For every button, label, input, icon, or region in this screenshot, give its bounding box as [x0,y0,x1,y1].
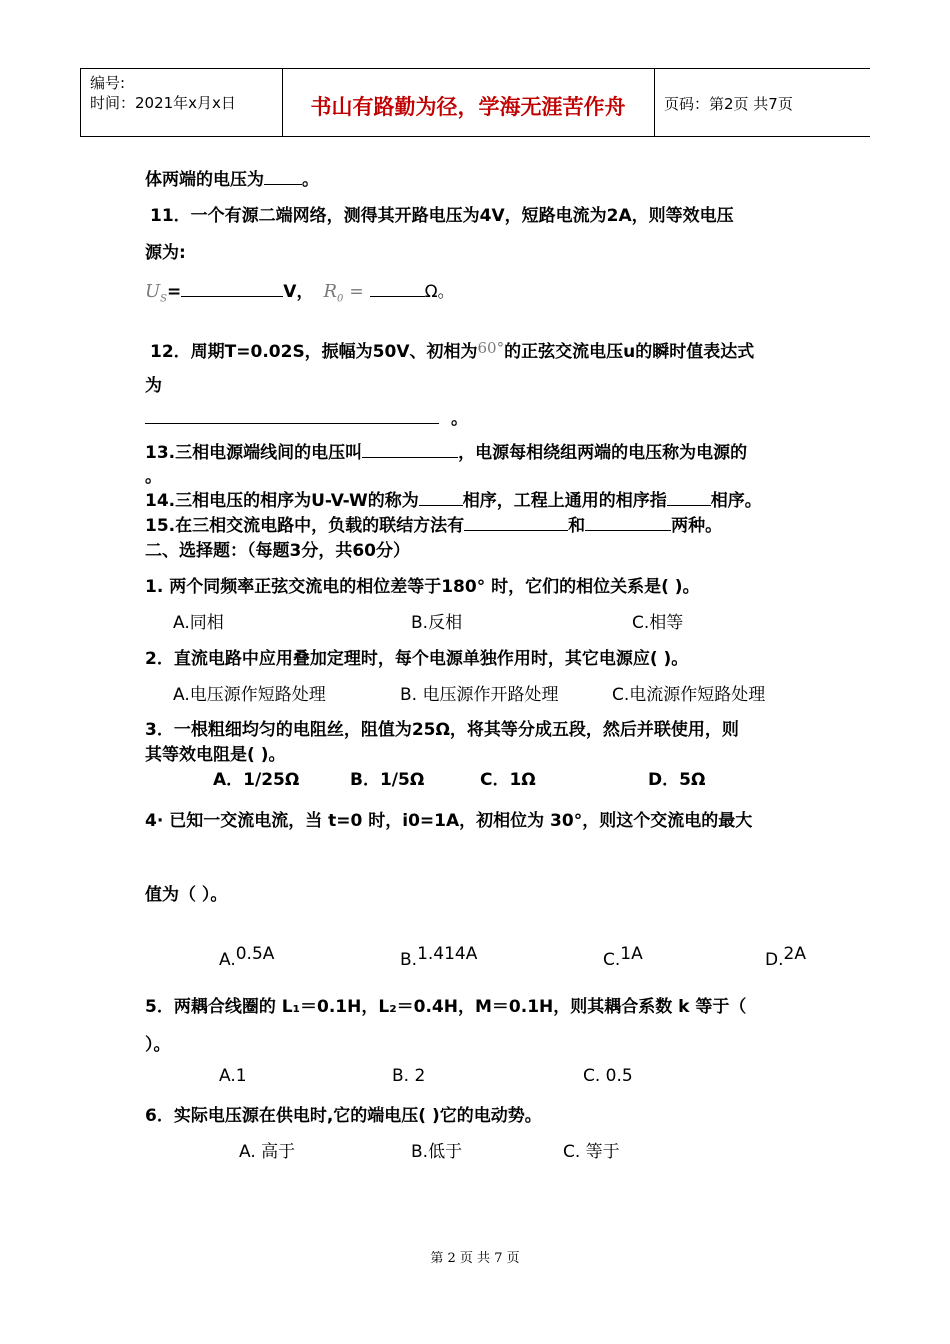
phase-value: 60° [477,339,505,357]
header-motto: 书山有路勤为径，学海无涯苦作舟 [310,95,626,119]
symbol-r0: R [323,281,338,302]
symbol-us: U [145,281,161,302]
option-letter: C. [603,950,621,970]
option-c: C.电流源作短路处理 [612,685,766,705]
question-11-cont: 源为: [145,243,186,263]
section-heading: 二、选择题：（每题3分，共60分） [145,541,410,561]
option-b: B.反相 [411,613,463,633]
text: 和 [568,516,586,536]
option-letter: B. [400,950,418,970]
header-divider [654,69,655,136]
header-divider [80,69,81,136]
question-12-cont: 为 [145,376,162,396]
option-c [603,944,643,970]
question-14 [145,486,762,511]
text: 15.在三相交流电路中，负载的联结方法有 [145,516,465,536]
option-b: B.低于 [411,1142,463,1162]
choice-question-5: 5．两耦合线圈的 L₁＝0.1H，L₂＝0.4H，M＝0.1H，则其耦合系数 k 等于（ [145,997,747,1017]
option-a [219,944,274,970]
question-11: 11．一个有源二端网络，测得其开路电压为4V，短路电流为2A，则等效电压 [150,206,734,226]
option-a: A.1 [219,1066,247,1086]
header-page-code: 页码：第2页 共7页 [664,95,793,113]
answer-blank [145,409,439,424]
text: 体两端的电压为 [145,170,264,190]
question-12 [150,337,754,362]
choice-question-3: 3．一根粗细均匀的电阻丝，阻值为25Ω，将其等分成五段，然后并联使用，则 [145,720,739,740]
option-b: B. 电压源作开路处理 [400,685,559,705]
doc-date: 时间：2021年x月x日 [90,94,236,112]
text: 。 [302,170,319,190]
option-letter: D. [765,950,784,970]
text: V， [283,282,314,302]
option-d: D．5Ω [648,770,706,790]
symbol-subscript: S [160,293,168,305]
option-value: 1.414A [417,944,478,964]
text: 12．周期T=0.02S，振幅为50V、初相为 [150,342,478,362]
text: 14.三相电压的相序为U-V-W的称为 [145,491,419,511]
option-c: C.相等 [632,613,684,633]
option-value: 2A [783,944,806,964]
option-c: C. 等于 [563,1142,620,1162]
option-b: B．1/5Ω [350,770,425,790]
answer-blank [419,491,463,506]
question-line [145,165,319,190]
text: 13.三相电源端线间的电压叫 [145,443,363,463]
choice-question-4-cont: 值为（ ）。 [145,885,228,905]
question-12-answer [145,404,468,429]
option-c: C. 0.5 [583,1066,633,1086]
text: Ω。 [424,282,455,302]
choice-question-2: 2．直流电路中应用叠加定理时，每个电源单独作用时，其它电源应( )。 [145,649,689,669]
text: 。 [451,409,468,429]
choice-question-3-cont: 其等效电阻是( )。 [145,745,286,765]
symbol-subscript: 0 [337,293,344,305]
document-header [80,68,870,137]
answer-blank [362,443,458,458]
text: = [167,282,182,302]
page-footer: 第 2 页 共 7 页 [430,1251,520,1266]
question-13 [145,438,747,463]
option-a: A．1/25Ω [213,770,300,790]
text: 相序，工程上通用的相序指 [462,491,667,511]
header-meta [90,73,236,113]
option-c: C．1Ω [480,770,536,790]
option-value: 1A [620,944,643,964]
choice-question-5-cont: ）。 [145,1035,171,1055]
text: = [349,282,364,302]
option-a: A. 高于 [239,1142,296,1162]
answer-blank [464,516,568,531]
text: ，电源每相绕组两端的电压称为电源的 [458,443,748,463]
option-b: B. 2 [392,1066,426,1086]
choice-question-4: 4· 已知一交流电流，当 t=0 时，i0=1A，初相位为 30°，则这个交流电的最大 [145,811,753,831]
doc-number-label: 编号: [90,74,126,92]
text: 两种。 [671,516,723,536]
answer-blank [585,516,671,531]
option-letter: A. [219,950,236,970]
answer-blank [181,282,283,297]
question-13-cont: 。 [145,467,162,487]
option-b [400,944,477,970]
choice-question-1: 1. 两个同频率正弦交流电的相位差等于180° 时，它们的相位关系是( )。 [145,577,700,597]
question-15 [145,511,722,536]
text: 相序。 [710,491,762,511]
text: 的正弦交流电压u的瞬时值表达式 [504,342,755,362]
answer-blank [264,170,302,185]
option-a: A.电压源作短路处理 [173,685,326,705]
question-11-formula [145,277,455,304]
option-d [765,944,806,970]
choice-question-6: 6．实际电压源在供电时,它的端电压( )它的电动势。 [145,1106,542,1126]
option-a: A.同相 [173,613,224,633]
answer-blank [667,491,711,506]
answer-blank [370,282,425,297]
option-value: 0.5A [235,944,275,964]
